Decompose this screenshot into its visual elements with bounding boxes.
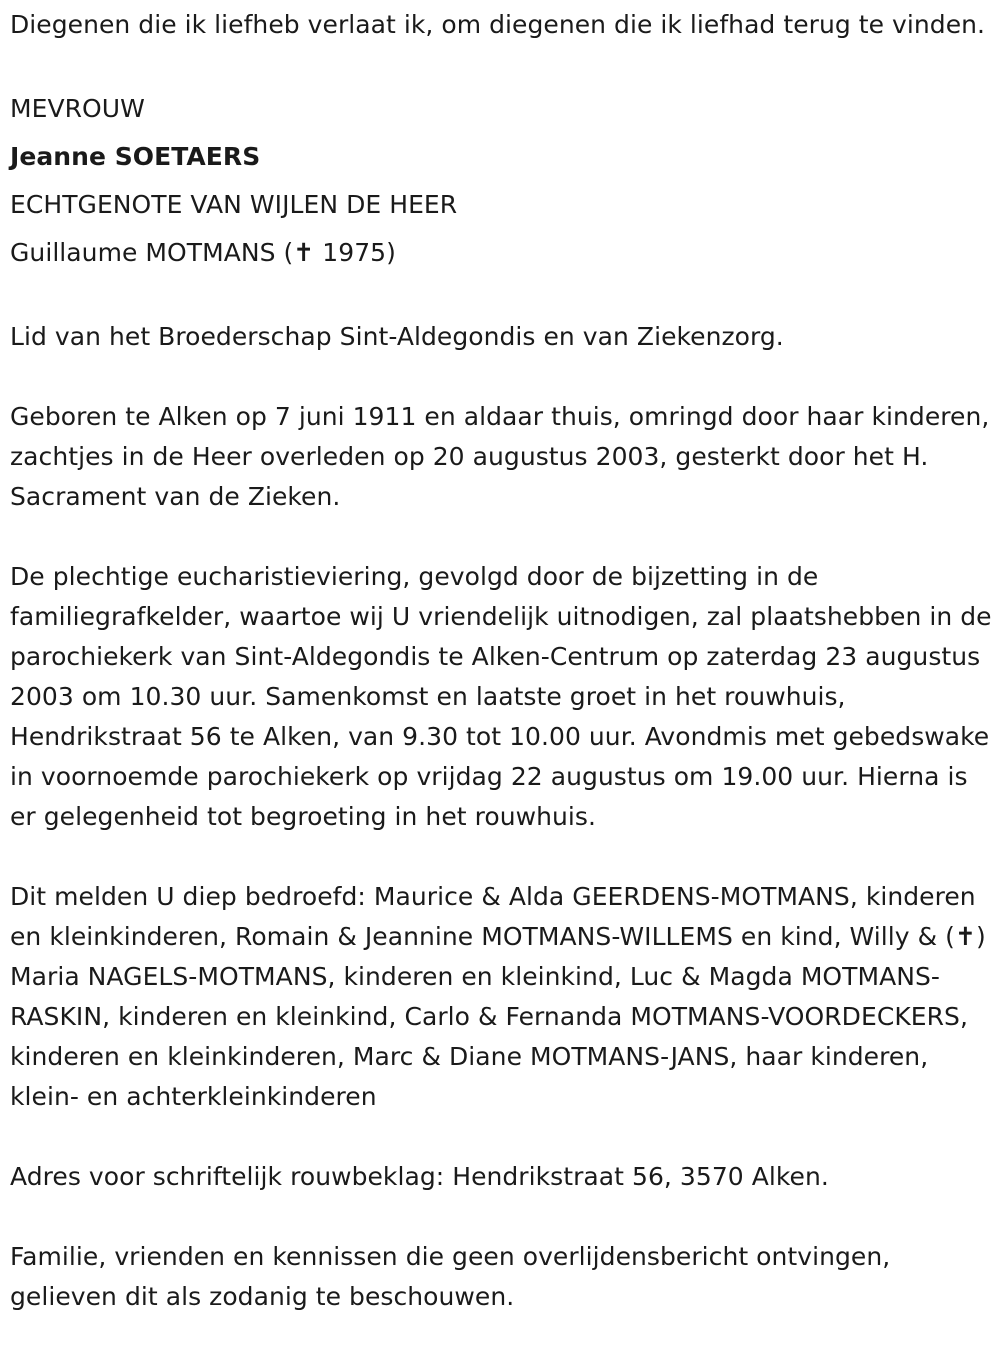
spacer: [10, 357, 995, 397]
deceased-name: Jeanne SOETAERS: [10, 142, 261, 171]
honorific: MEVROUW: [10, 94, 145, 123]
spacer: [10, 45, 995, 85]
motto-text: Diegenen die ik liefheb verlaat ik, om diegenen die ik liefhad terug te vinden.: [10, 10, 986, 39]
spacer: [10, 1197, 995, 1237]
spacer: [10, 517, 995, 557]
membership-paragraph: Lid van het Broederschap Sint-Aldegondis en van Ziekenzorg.: [10, 322, 784, 351]
deceased-header: [10, 85, 995, 277]
spacer: [10, 1117, 995, 1157]
closing-paragraph: Familie, vrienden en kennissen die geen overlijdensbericht ontvingen, gelieven dit als zodanig te beschouwen.: [10, 1242, 891, 1311]
address-paragraph: Adres voor schriftelijk rouwbeklag: Hendrikstraat 56, 3570 Alken.: [10, 1162, 829, 1191]
ceremony-paragraph: De plechtige eucharistieviering, gevolgd door de bijzetting in de familiegrafkelder, waartoe wij U vriendelijk uitnodigen, zal plaatshebben in de parochiekerk van Sint-Aldegondis te Alken-Centrum op zaterdag 23 augustus 2003 om 10.30 uur. Samenkomst en laatste groet in het rouwhuis, Hendrikstraat 56 te Alken, van 9.30 tot 10.00 uur. Avondmis met gebedswake in voornoemde parochiekerk op vrijdag 22 augustus om 19.00 uur. Hierna is er gelegenheid tot begroeting in het rouwhuis.: [10, 562, 992, 831]
spacer: [10, 837, 995, 877]
relation-line: ECHTGENOTE VAN WIJLEN DE HEER: [10, 190, 458, 219]
obituary-document: [10, 5, 995, 1317]
spacer: [10, 277, 995, 317]
spouse-line: Guillaume MOTMANS (✝ 1975): [10, 238, 396, 267]
announcers-paragraph: Dit melden U diep bedroefd: Maurice & Alda GEERDENS-MOTMANS, kinderen en kleinkinderen, Romain & Jeannine MOTMANS-WILLEMS en kind, Willy & (✝) Maria NAGELS-MOTMANS, kinderen en kleinkind, Luc & Magda MOTMANS-RASKIN, kinderen en kleinkind, Carlo & Fernanda MOTMANS-VOORDECKERS, kinderen en kleinkinderen, Marc & Diane MOTMANS-JANS, haar kinderen, klein- en achterkleinkinderen: [10, 882, 986, 1111]
birth-death-paragraph: Geboren te Alken op 7 juni 1911 en aldaar thuis, omringd door haar kinderen, zachtjes in de Heer overleden op 20 augustus 2003, gesterkt door het H. Sacrament van de Zieken.: [10, 402, 990, 511]
